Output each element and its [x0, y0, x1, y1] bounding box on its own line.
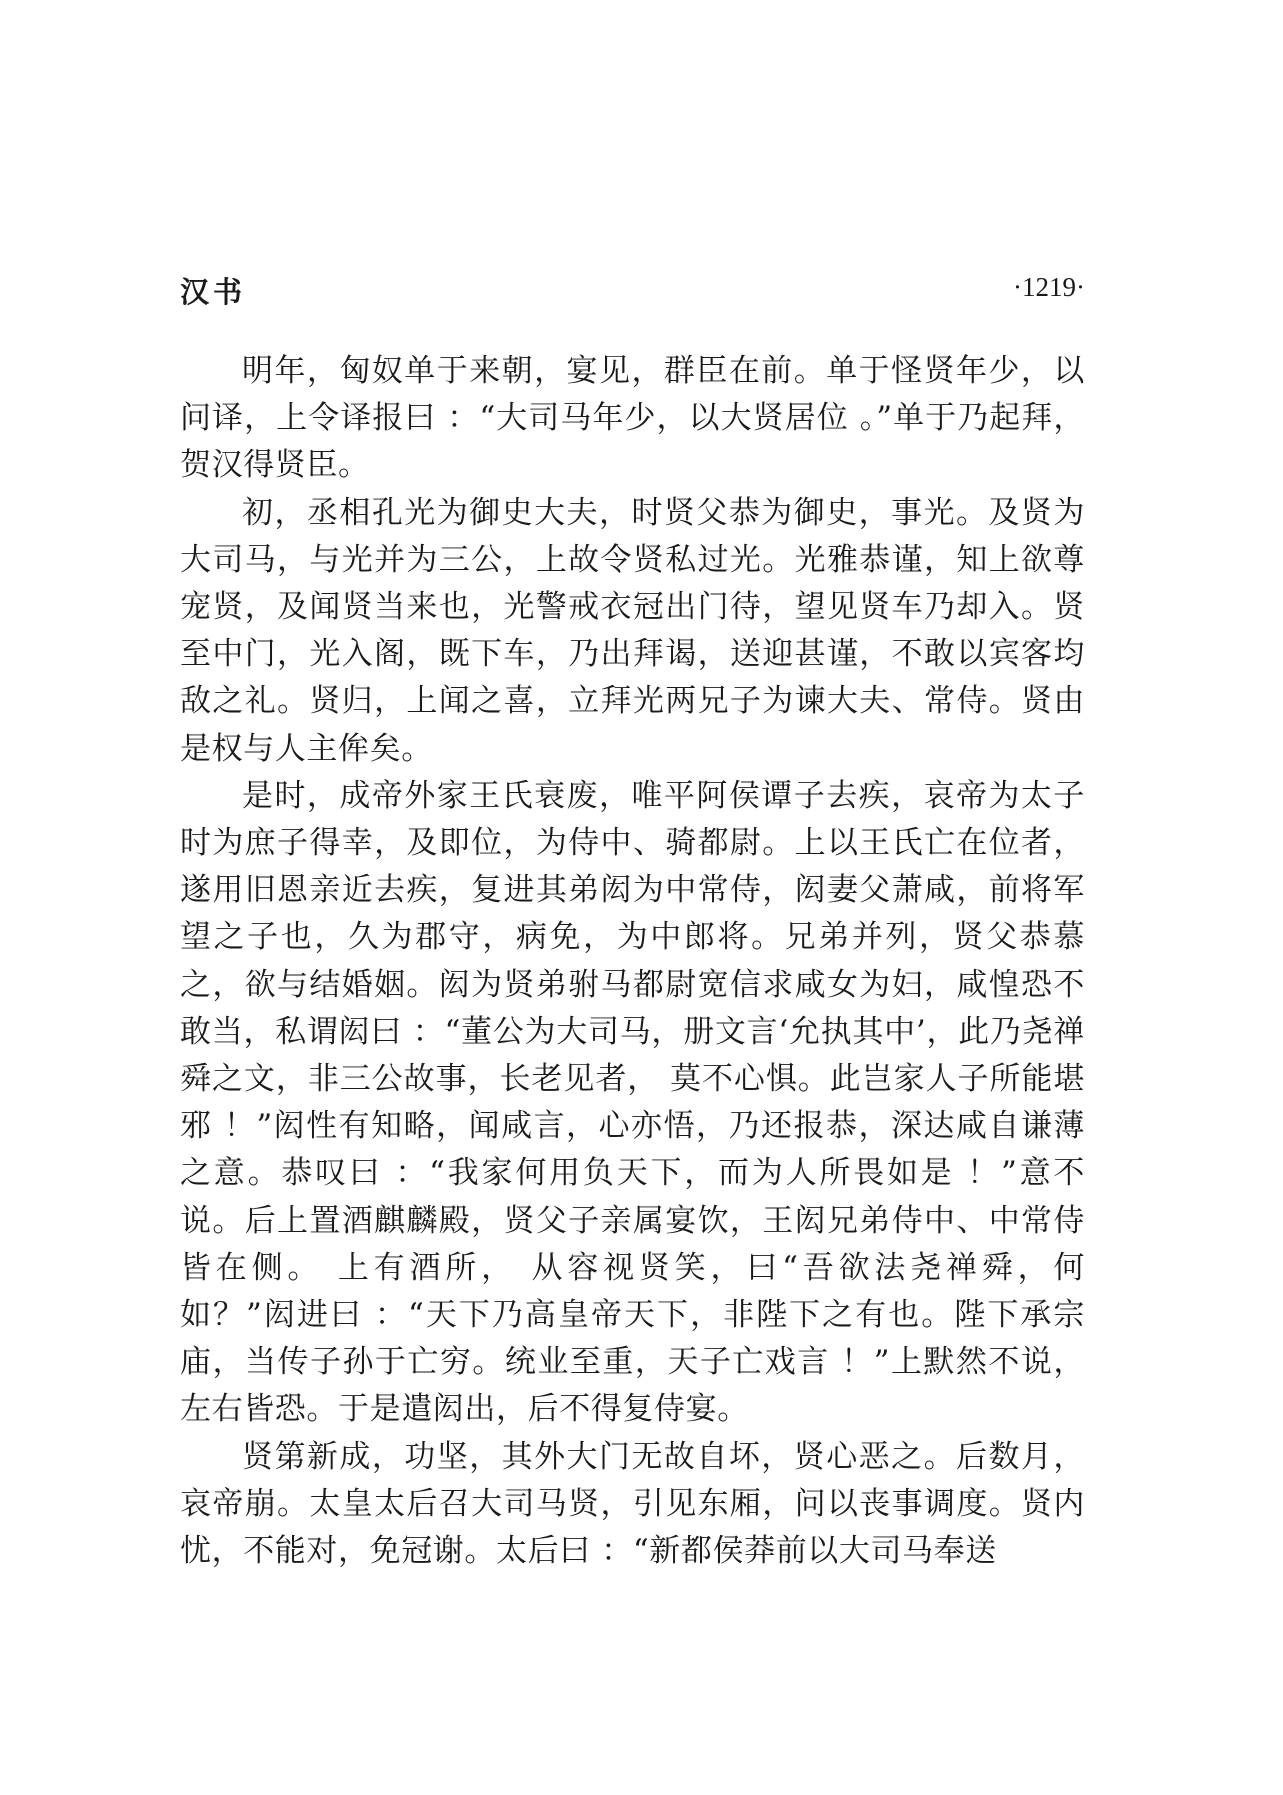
- book-page: [180, 270, 1085, 1575]
- paragraph-1: 明年，匈奴单于来朝，宴见，群臣在前。单于怪贤年少，以问译，上令译报曰 ：“大司马年少，以大贤居位 。”单于乃起拜，贺汉得贤臣。: [180, 353, 1085, 484]
- paragraph-3: 是时，成帝外家王氏衰废，唯平阿侯谭子去疾，哀帝为太子时为庶子得幸，及即位，为侍中、骑都尉。上以王氏亡在位者，遂用旧恩亲近去疾，复进其弟闳为中常侍，闳妻父萧咸，前将军望之子也，久为郡守，病免，为中郎将。兄弟并列，贤父恭慕之，欲与结婚姻。闳为贤弟驸马都尉宽信求咸女为妇，咸惶恐不敢当，私谓闳曰 ：“董公为大司马，册文言‘允执其中’，此乃尧禅舜之文，非三公故事，长老见者， 莫不心惧。此岂家人子所能堪邪 ！”闳性有知略，闻咸言，心亦悟，乃还报恭，深达咸自谦薄之意。恭叹曰 ：“我家何用负天下，而为人所畏如是 ！”意不说。后上置酒麒麟殿，贤父子亲属宴饮，王闳兄弟侍中、中常侍皆在侧。 上有酒所， 从容视贤笑，曰“吾欲法尧禅舜，何如？”闳进曰 ：“天下乃高皇帝天下，非陛下之有也。陛下承宗庙，当传子孙于亡穷。统业至重，天子亡戏言 ！”上默然不说，左右皆恐。于是遣闳出，后不得复侍宴。: [180, 777, 1085, 1428]
- running-header: [180, 270, 1085, 322]
- book-title: 汉书: [180, 275, 247, 309]
- paragraph-4: 贤第新成，功坚，其外大门无故自坏，贤心恶之。后数月，哀帝崩。太皇太后召大司马贤，引见东厢，问以丧事调度。贤内忧，不能对，免冠谢。太后曰 ：“新都侯莽前以大司马奉送: [180, 1438, 1085, 1570]
- paragraph-2: 初，丞相孔光为御史大夫，时贤父恭为御史，事光。及贤为大司马，与光并为三公，上故令贤私过光。光雅恭谨，知上欲尊宠贤，及闻贤当来也，光警戒衣冠出门待，望见贤车乃却入。贤至中门，光入阁，既下车，乃出拜谒，送迎甚谨，不敢以宾客均敌之礼。贤归，上闻之喜，立拜光两兄子为谏大夫、常侍。贤由是权与人主侔矣。: [180, 494, 1085, 767]
- page-number: ·1219·: [1013, 272, 1085, 302]
- body-text: [180, 348, 1085, 1575]
